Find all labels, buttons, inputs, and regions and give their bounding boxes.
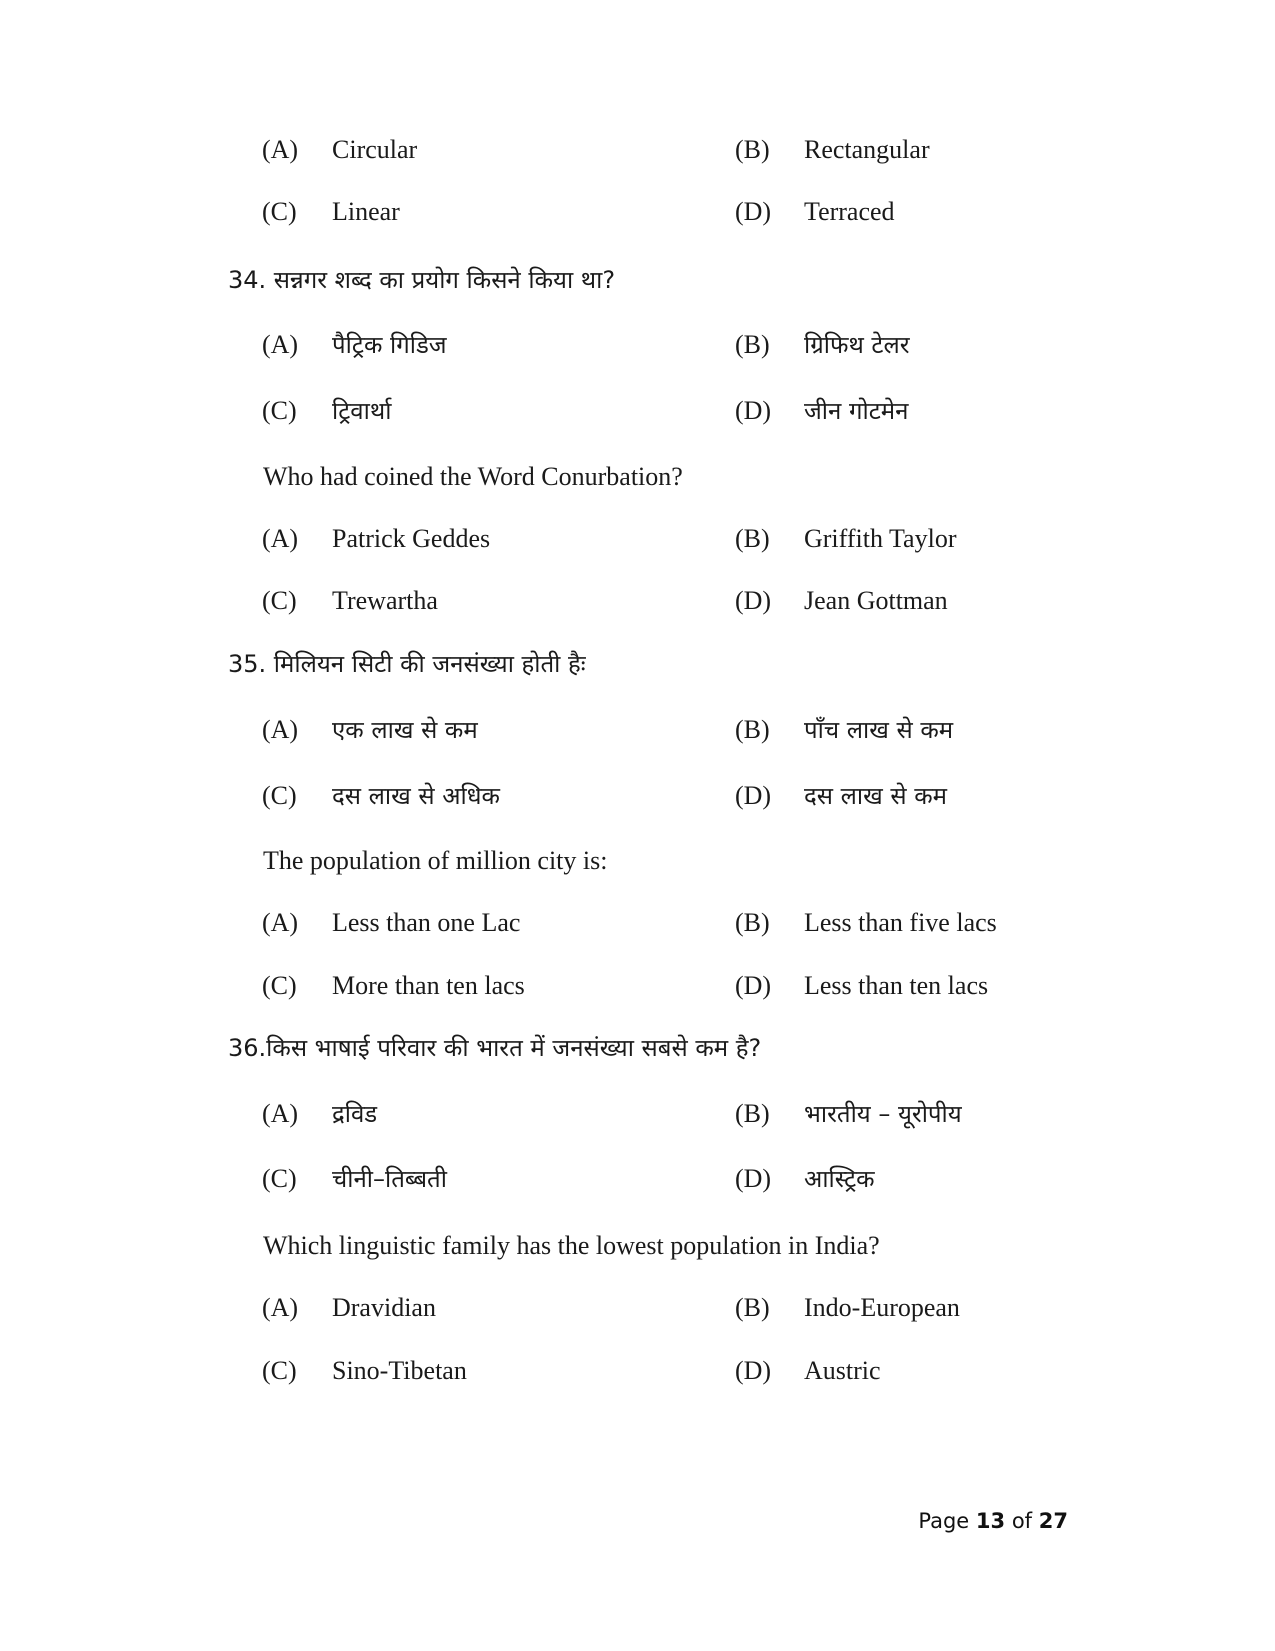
option-label-b: (B) <box>735 1293 770 1322</box>
page-total: 27 <box>1038 1509 1068 1533</box>
question-35-hindi <box>0 644 1275 684</box>
option-text-a: द्रविड <box>332 1100 378 1128</box>
option-text-a: एक लाख से कम <box>332 716 478 744</box>
option-text-c: ट्रिवार्था <box>332 397 392 425</box>
option-label-c: (C) <box>262 971 297 1000</box>
option-label-b: (B) <box>735 1099 770 1128</box>
question-36-hindi <box>0 1028 1275 1068</box>
option-label-b: (B) <box>735 908 770 937</box>
option-label-c: (C) <box>262 197 297 226</box>
page-word: Page <box>918 1509 970 1533</box>
option-label-b: (B) <box>735 715 770 744</box>
option-label-a: (A) <box>262 135 299 164</box>
option-row-ab <box>0 710 1275 750</box>
option-label-d: (D) <box>735 781 772 810</box>
page-current: 13 <box>975 1509 1006 1533</box>
option-row-ab <box>0 130 1275 170</box>
option-text-a: Patrick Geddes <box>332 524 491 553</box>
option-text-a: पैट्रिक गिडिज <box>332 331 447 359</box>
option-label-b: (B) <box>735 135 770 164</box>
option-text-d: जीन गोटमेन <box>804 397 909 425</box>
option-text-b: ग्रिफिथ टेलर <box>804 331 910 359</box>
option-text-d: Less than ten lacs <box>804 971 989 1000</box>
option-text-a: Dravidian <box>332 1293 436 1322</box>
of-word: of <box>1011 1509 1033 1533</box>
option-label-a: (A) <box>262 1099 299 1128</box>
option-row-cd <box>0 1159 1275 1199</box>
option-text-b: Indo-European <box>804 1293 960 1322</box>
option-row-cd <box>0 1351 1275 1391</box>
option-row-ab <box>0 325 1275 365</box>
option-text-c: Sino-Tibetan <box>332 1356 467 1385</box>
question-text: 34. सन्नगर शब्द का प्रयोग किसने किया था? <box>228 266 616 294</box>
option-text-d: दस लाख से कम <box>804 782 947 810</box>
option-row-ab <box>0 1288 1275 1328</box>
option-text-d: Terraced <box>804 197 895 226</box>
option-label-d: (D) <box>735 1356 772 1385</box>
option-row-cd <box>0 581 1275 621</box>
option-text-b: पाँच लाख से कम <box>804 716 954 744</box>
option-row-ab <box>0 903 1275 943</box>
option-text-c: Trewartha <box>332 586 438 615</box>
option-row-ab <box>0 1094 1275 1134</box>
option-label-d: (D) <box>735 197 772 226</box>
option-label-a: (A) <box>262 715 299 744</box>
option-text-c: दस लाख से अधिक <box>332 782 500 810</box>
option-label-c: (C) <box>262 1164 297 1193</box>
option-label-a: (A) <box>262 524 299 553</box>
option-text-b: Rectangular <box>804 135 930 164</box>
option-label-d: (D) <box>735 586 772 615</box>
option-label-a: (A) <box>262 908 299 937</box>
option-text-d: Austric <box>804 1356 881 1385</box>
option-label-c: (C) <box>262 586 297 615</box>
option-label-b: (B) <box>735 524 770 553</box>
option-label-a: (A) <box>262 330 299 359</box>
question-35-english <box>0 841 1275 881</box>
option-row-cd <box>0 776 1275 816</box>
question-34-hindi <box>0 260 1275 300</box>
option-text-b: Griffith Taylor <box>804 524 957 553</box>
option-text-c: More than ten lacs <box>332 971 525 1000</box>
question-34-english <box>0 457 1275 497</box>
option-label-a: (A) <box>262 1293 299 1322</box>
option-row-cd <box>0 192 1275 232</box>
option-label-d: (D) <box>735 396 772 425</box>
option-row-ab <box>0 519 1275 559</box>
option-label-d: (D) <box>735 971 772 1000</box>
option-text-b: भारतीय – यूरोपीय <box>804 1100 962 1128</box>
option-row-cd <box>0 966 1275 1006</box>
option-label-d: (D) <box>735 1164 772 1193</box>
option-label-c: (C) <box>262 781 297 810</box>
question-text: 35. मिलियन सिटी की जनसंख्या होती हैः <box>228 650 586 678</box>
option-text-b: Less than five lacs <box>804 908 997 937</box>
question-text: Who had coined the Word Conurbation? <box>263 462 683 491</box>
option-label-c: (C) <box>262 1356 297 1385</box>
option-text-d: आस्ट्रिक <box>804 1165 875 1193</box>
page-number <box>0 1506 1068 1536</box>
option-text-a: Circular <box>332 135 418 164</box>
option-text-c: चीनी–तिब्बती <box>332 1165 447 1193</box>
question-36-english <box>0 1226 1275 1266</box>
option-label-b: (B) <box>735 330 770 359</box>
question-text: Which linguistic family has the lowest population in India? <box>263 1231 880 1260</box>
option-label-c: (C) <box>262 396 297 425</box>
option-text-c: Linear <box>332 197 400 226</box>
option-text-d: Jean Gottman <box>804 586 948 615</box>
question-text: The population of million city is: <box>263 846 608 875</box>
option-row-cd <box>0 391 1275 431</box>
option-text-a: Less than one Lac <box>332 908 521 937</box>
question-text: 36.किस भाषाई परिवार की भारत में जनसंख्या सबसे कम है? <box>228 1034 762 1062</box>
